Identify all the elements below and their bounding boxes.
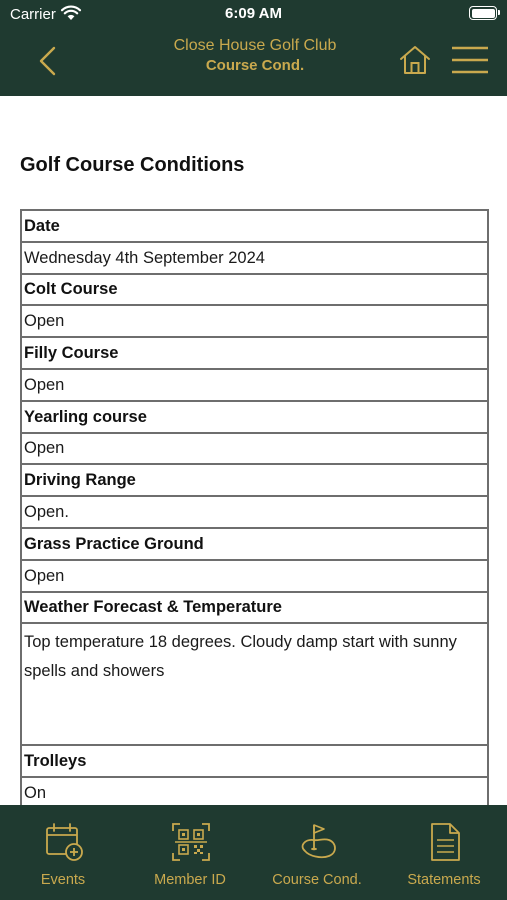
tab-statements-label: Statements [407,872,481,888]
table-row [21,305,488,337]
tab-member-id[interactable] [127,805,253,900]
golf-flag-icon [297,821,339,863]
app-header [0,0,507,96]
table-row [21,623,488,745]
table-row [21,433,488,465]
status-bar [0,0,507,28]
filly-course-label: Filly Course [21,337,488,369]
conditions-table [20,209,489,842]
date-label: Date [21,210,488,242]
page-title: Golf Course Conditions [20,154,245,176]
table-row [21,337,488,369]
tab-statements[interactable] [381,805,507,900]
table-row [21,592,488,624]
weather-label: Weather Forecast & Temperature [21,592,488,624]
yearling-course-value: Open [21,433,488,465]
carrier-name: Carrier [10,6,56,23]
colt-course-value: Open [21,305,488,337]
main-content[interactable] [0,96,507,805]
table-row [21,210,488,242]
tab-events-label: Events [40,872,86,888]
table-row [21,496,488,528]
menu-icon[interactable] [450,44,490,76]
filly-course-value: Open [21,369,488,401]
table-row [21,401,488,433]
table-row [21,528,488,560]
colt-course-label: Colt Course [21,274,488,306]
club-name: Close House Golf Club [173,37,337,54]
grass-practice-label: Grass Practice Ground [21,528,488,560]
qr-code-icon [170,821,212,863]
nav-title [110,36,400,76]
table-row [21,242,488,274]
table-row [21,745,488,777]
table-row [21,369,488,401]
trolleys-value: On [21,777,488,809]
status-time: 6:09 AM [225,5,282,22]
table-row [21,560,488,592]
current-page-name: Course Cond. [205,57,305,74]
tab-course-cond[interactable] [254,805,380,900]
weather-value: Top temperature 18 degrees. Cloudy damp start with sunny spells and showers [21,623,488,745]
driving-range-label: Driving Range [21,464,488,496]
tab-course-cond-label: Course Cond. [272,872,362,888]
grass-practice-value: Open [21,560,488,592]
table-row [21,464,488,496]
tab-events[interactable] [0,805,126,900]
calendar-plus-icon [43,821,85,863]
battery-icon [469,6,497,20]
driving-range-value: Open. [21,496,488,528]
home-icon[interactable] [398,44,432,76]
back-button[interactable] [34,44,62,78]
tab-member-id-label: Member ID [154,872,226,888]
document-icon [424,821,466,863]
yearling-course-label: Yearling course [21,401,488,433]
date-value: Wednesday 4th September 2024 [21,242,488,274]
table-row [21,274,488,306]
trolleys-label: Trolleys [21,745,488,777]
bottom-tab-bar [0,805,507,900]
